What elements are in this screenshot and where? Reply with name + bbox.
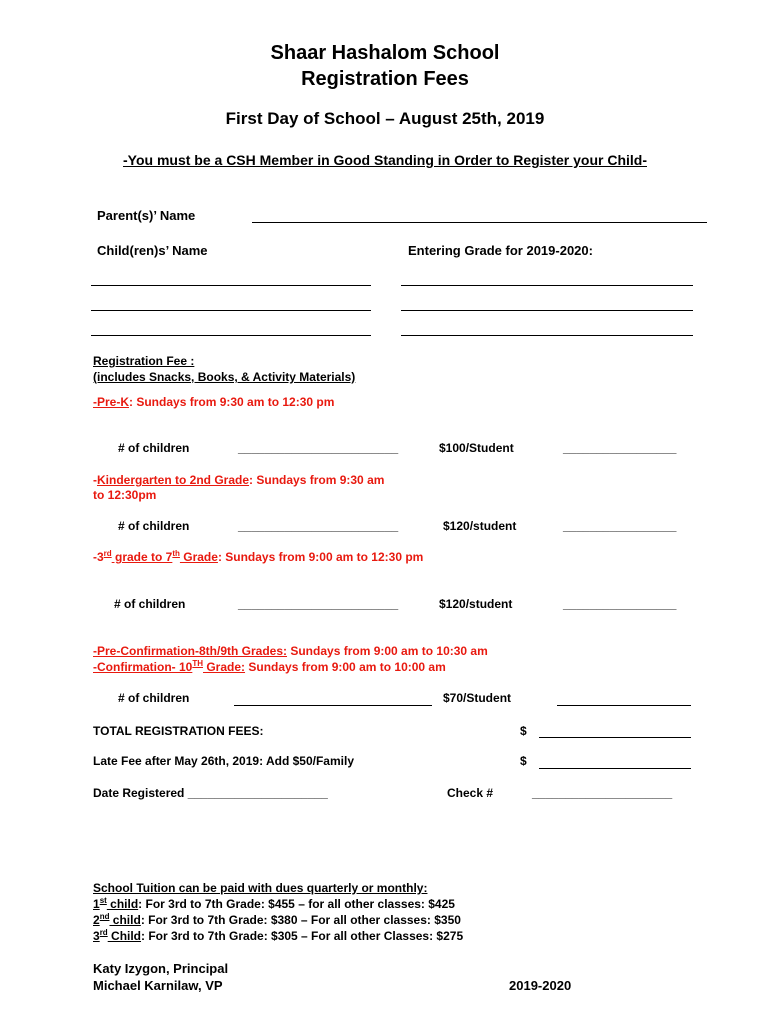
child-name-field[interactable] (91, 310, 371, 311)
dollar-sign: $ (520, 754, 527, 768)
tuition-heading: School Tuition can be paid with dues quarterly or monthly: (93, 881, 428, 895)
date-registered-field[interactable]: Date Registered _____________________ (93, 786, 328, 800)
grade-sup: rd (103, 549, 112, 558)
check-number-field[interactable]: _____________________ (532, 786, 673, 800)
first-day-heading: First Day of School – August 25th, 2019 (225, 109, 545, 128)
late-fee-field[interactable] (539, 768, 691, 769)
total-fees-label: TOTAL REGISTRATION FEES: (93, 724, 264, 738)
confirmation-schedule (93, 660, 446, 674)
kinder-fee-field[interactable]: _________________ (563, 519, 677, 533)
children-count-label: # of children (118, 519, 190, 533)
total-fees-field[interactable] (539, 737, 691, 738)
kinder-price: $120/student (443, 519, 517, 533)
tuition-child: child (106, 897, 139, 911)
tuition-text: : For 3rd to 7th Grade: $455 – for all other classes: $425 (138, 897, 455, 911)
tuition-num: 3 (93, 929, 100, 943)
prek-price: $100/Student (439, 441, 514, 455)
confirmation-sup: TH (192, 659, 204, 668)
tuition-num: 1 (93, 897, 100, 911)
third-seventh-price: $120/student (439, 597, 513, 611)
confirmation-fee-field[interactable] (557, 705, 691, 706)
grade-sup: th (172, 549, 180, 558)
page-title: Registration Fees (301, 68, 469, 90)
parents-name-field[interactable] (252, 222, 707, 223)
prek-time: : Sundays from 9:30 am to 12:30 pm (129, 395, 335, 409)
prek-name: -Pre-K (93, 395, 130, 409)
children-count-label: # of children (114, 597, 186, 611)
confirmation-prefix: -Confirmation- 10 (93, 660, 193, 674)
tuition-text: : For 3rd to 7th Grade: $380 – For all other classes: $350 (140, 913, 461, 927)
prek-fee-field[interactable]: _________________ (563, 441, 677, 455)
kinder-schedule (93, 473, 384, 487)
preconfirmation-schedule (93, 644, 488, 658)
parents-name-label: Parent(s)’ Name (97, 208, 196, 223)
child-name-field[interactable] (91, 285, 371, 286)
kinder-time: : Sundays from 9:30 am (249, 473, 385, 487)
children-count-field[interactable]: ________________________ (238, 597, 399, 611)
children-count-label: # of children (118, 691, 190, 705)
entering-grade-label: Entering Grade for 2019-2020: (408, 243, 593, 258)
tuition-child: Child (107, 929, 142, 943)
tuition-sup: st (99, 896, 107, 905)
children-count-field[interactable]: ________________________ (238, 441, 399, 455)
grade-mid: grade to 7 (111, 550, 173, 564)
prek-schedule (93, 395, 334, 409)
child-name-field[interactable] (91, 335, 371, 336)
membership-notice: -You must be a CSH Member in Good Standing in Order to Register your Child- (123, 152, 647, 168)
tuition-sup: rd (99, 928, 108, 937)
preconfirmation-name: -Pre-Confirmation-8th/9th Grades: (93, 644, 288, 658)
school-year: 2019-2020 (509, 978, 572, 993)
vp-name: Michael Karnilaw, VP (93, 978, 223, 993)
grade-field[interactable] (401, 310, 693, 311)
tuition-sup: nd (99, 912, 110, 921)
tuition-num: 2 (93, 913, 100, 927)
tuition-row (93, 913, 461, 927)
third-seventh-schedule (93, 550, 423, 564)
tuition-child: child (109, 913, 141, 927)
grade-end: Grade (179, 550, 218, 564)
dollar-sign: $ (520, 724, 527, 738)
children-name-label: Child(ren)s’ Name (97, 243, 208, 258)
confirmation-price: $70/Student (443, 691, 512, 705)
tuition-row (93, 897, 455, 911)
children-count-field[interactable] (234, 705, 432, 706)
kinder-time-cont: to 12:30pm (93, 488, 157, 502)
school-name: Shaar Hashalom School (270, 42, 500, 64)
confirmation-end: Grade: (203, 660, 246, 674)
grade-prefix: -3 (93, 550, 104, 564)
late-fee-label: Late Fee after May 26th, 2019: Add $50/Family (93, 754, 354, 768)
grade-field[interactable] (401, 285, 693, 286)
third-seventh-fee-field[interactable]: _________________ (563, 597, 677, 611)
children-count-label: # of children (118, 441, 190, 455)
third-seventh-time: : Sundays from 9:00 am to 12:30 pm (217, 550, 424, 564)
tuition-row (93, 929, 463, 943)
registration-fee-heading: Registration Fee : (93, 354, 195, 368)
preconfirmation-time: Sundays from 9:00 am to 10:30 am (287, 644, 488, 658)
tuition-text: : For 3rd to 7th Grade: $305 – For all other Classes: $275 (141, 929, 464, 943)
principal-name: Katy Izygon, Principal (93, 961, 229, 976)
registration-fee-subheading: (includes Snacks, Books, & Activity Materials) (93, 370, 356, 384)
children-count-field[interactable]: ________________________ (238, 519, 399, 533)
confirmation-time: Sundays from 9:00 am to 10:00 am (245, 660, 446, 674)
grade-field[interactable] (401, 335, 693, 336)
check-number-label: Check # (447, 786, 494, 800)
dash: - (93, 473, 97, 487)
kinder-name: Kindergarten to 2nd Grade (97, 473, 250, 487)
